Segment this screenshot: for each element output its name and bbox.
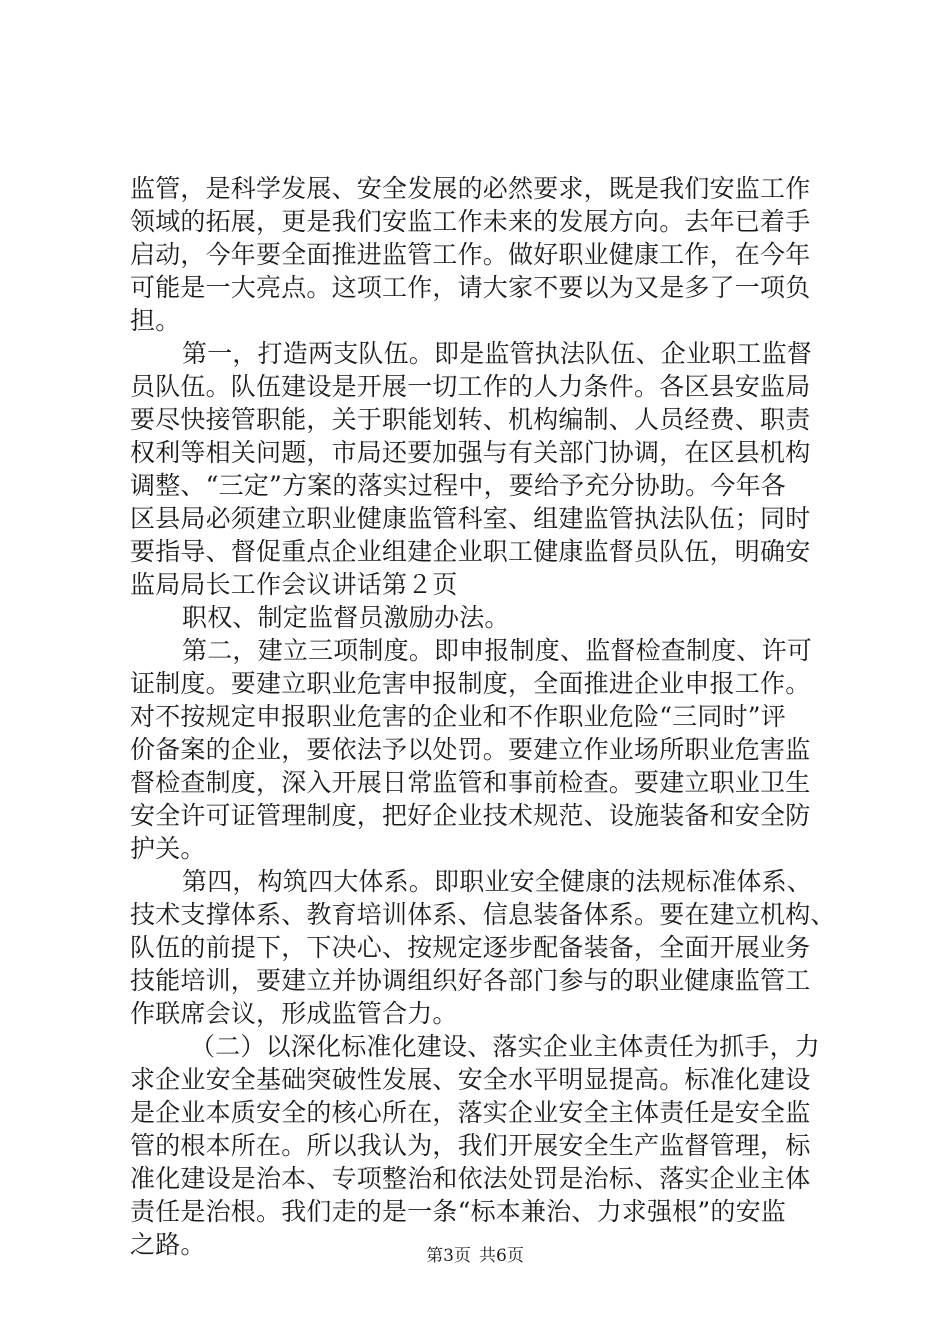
text-line: 安全许可证管理制度，把好企业技术规范、设施装备和安全防 bbox=[130, 801, 811, 830]
text-line: 是企业本质安全的核心所在，落实企业安全主体责任是安全监 bbox=[130, 1098, 811, 1127]
text-line: 价备案的企业，要依法予以处罚。要建立作业场所职业危害监 bbox=[130, 735, 811, 764]
text-line: 准化建设是治本、专项整治和依法处罚是治标、落实企业主体 bbox=[130, 1164, 811, 1193]
text-line: 领域的拓展，更是我们安监工作未来的发展方向。去年已着手 bbox=[130, 207, 811, 236]
text-line: 员队伍。队伍建设是开展一切工作的人力条件。各区县安监局 bbox=[130, 372, 811, 401]
text-line: 责任是治根。我们走的是一条“标本兼治、力求强根”的安监 bbox=[130, 1197, 786, 1226]
text-line: 启动，今年要全面推进监管工作。做好职业健康工作，在今年 bbox=[130, 240, 811, 269]
document-body bbox=[130, 172, 836, 1261]
text-line: 护关。 bbox=[130, 834, 206, 863]
text-line: 担。 bbox=[130, 306, 181, 335]
paragraph-first-line: 职权、制定监督员激励办法。 bbox=[182, 603, 510, 632]
paragraph-first-line: 第四，构筑四大体系。即职业安全健康的法规标准体系、 bbox=[182, 867, 813, 896]
text-line: 技术支撑体系、教育培训体系、信息装备体系。要在建立机构、 bbox=[130, 900, 836, 929]
text-line: 区县局必须建立职业健康监管科室、组建监管执法队伍；同时 bbox=[130, 504, 811, 533]
paragraph-first-line: 第二，建立三项制度。即申报制度、监督检查制度、许可 bbox=[182, 636, 813, 665]
page-total: 共6页 bbox=[479, 1246, 524, 1266]
page-number: 第3页 bbox=[426, 1246, 471, 1266]
text-line: 技能培训，要建立并协调组织好各部门参与的职业健康监管工 bbox=[130, 966, 811, 995]
text-line: 监管，是科学发展、安全发展的必然要求，既是我们安监工作 bbox=[130, 174, 811, 203]
text-line: 权利等相关问题，市局还要加强与有关部门协调，在区县机构 bbox=[130, 438, 811, 467]
text-line: 要尽快接管职能，关于职能划转、机构编制、人员经费、职责 bbox=[130, 405, 811, 434]
text-line: 作联席会议，形成监管合力。 bbox=[130, 999, 458, 1028]
paragraph-first-line: 第一，打造两支队伍。即是监管执法队伍、企业职工监督 bbox=[182, 339, 813, 368]
text-line: 之路。 bbox=[130, 1230, 206, 1259]
page-footer bbox=[0, 1245, 950, 1267]
text-line: 队伍的前提下，下决心、按规定逐步配备装备，全面开展业务 bbox=[130, 933, 811, 962]
text-line: 监局局长工作会议讲话第２页 bbox=[130, 570, 458, 599]
text-line: 要指导、督促重点企业组建企业职工健康监督员队伍，明确安 bbox=[130, 537, 811, 566]
text-line: 调整、“三定”方案的落实过程中，要给予充分协助。今年各 bbox=[130, 471, 786, 500]
paragraph-first-line: （二）以深化标准化建设、落实企业主体责任为抓手，力 bbox=[190, 1032, 821, 1061]
text-line: 管的根本所在。所以我认为，我们开展安全生产监督管理，标 bbox=[130, 1131, 811, 1160]
text-line: 可能是一大亮点。这项工作，请大家不要以为又是多了一项负 bbox=[130, 273, 811, 302]
text-line: 求企业安全基础突破性发展、安全水平明显提高。标准化建设 bbox=[130, 1065, 811, 1094]
text-line: 督检查制度，深入开展日常监管和事前检查。要建立职业卫生 bbox=[130, 768, 811, 797]
text-line: 对不按规定申报职业危害的企业和不作职业危险“三同时”评 bbox=[130, 702, 786, 731]
text-line: 证制度。要建立职业危害申报制度，全面推进企业申报工作。 bbox=[130, 669, 811, 698]
